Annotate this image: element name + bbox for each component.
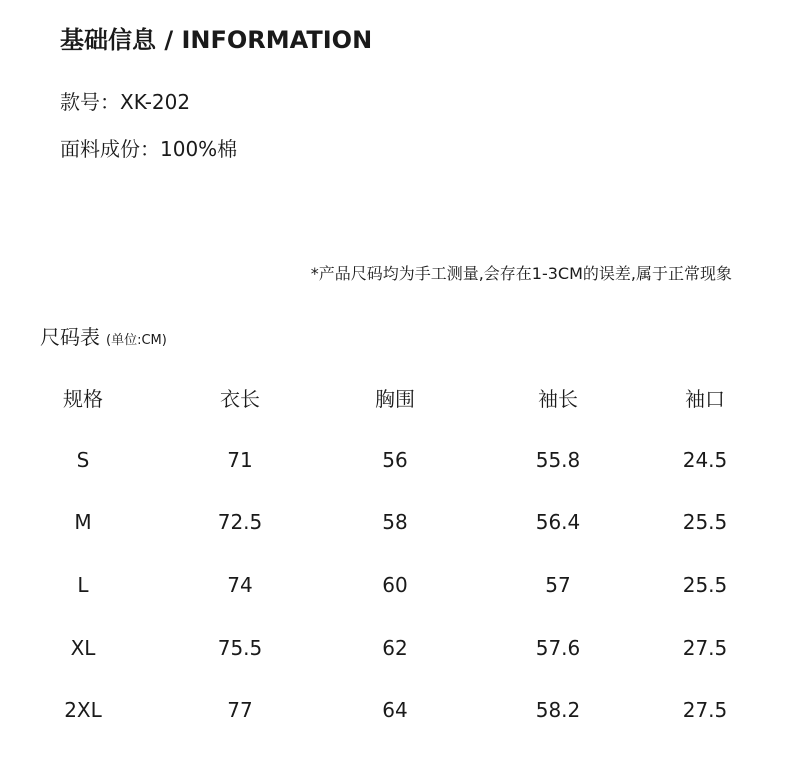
- info-title: 基础信息 / INFORMATION: [60, 26, 373, 54]
- cell-cuff: 27.5: [682, 698, 728, 723]
- size-chart-unit: (单位:CM): [106, 333, 167, 348]
- table-row: [0, 679, 770, 742]
- cell-length: 74: [227, 573, 253, 598]
- cell-length: 77: [227, 698, 253, 723]
- size-chart-heading: [40, 321, 167, 350]
- cell-chest: 60: [382, 573, 408, 598]
- cell-chest: 56: [382, 447, 408, 472]
- header-length: 衣长: [220, 386, 260, 411]
- cell-chest: 62: [382, 635, 408, 660]
- measurement-note: *产品尺码均为手工测量,会存在1-3CM的误差,属于正常现象: [310, 264, 732, 283]
- cell-length: 71: [227, 447, 253, 472]
- cell-size: L: [77, 573, 89, 598]
- header-cuff: 袖口: [685, 386, 725, 411]
- cell-cuff: 27.5: [682, 635, 728, 660]
- cell-sleeve-length: 58.2: [535, 698, 581, 723]
- table-row: [0, 429, 770, 492]
- cell-chest: 58: [382, 510, 408, 535]
- cell-length: 75.5: [217, 635, 263, 660]
- table-row: [0, 554, 770, 617]
- cell-cuff: 24.5: [682, 447, 728, 472]
- header-size: 规格: [63, 386, 103, 411]
- cell-sleeve-length: 57.6: [535, 635, 581, 660]
- header-chest: 胸围: [375, 386, 415, 411]
- cell-sleeve-length: 57: [545, 573, 571, 598]
- fabric-composition: 面料成份：100%棉: [60, 137, 238, 161]
- style-number: 款号：XK-202: [60, 90, 191, 114]
- size-table-header-row: [0, 366, 770, 429]
- size-table: [0, 366, 770, 742]
- size-chart-title: 尺码表: [40, 325, 100, 349]
- cell-size: XL: [70, 635, 96, 660]
- cell-size: M: [74, 510, 92, 535]
- table-row: [0, 616, 770, 679]
- cell-chest: 64: [382, 698, 408, 723]
- table-row: [0, 491, 770, 554]
- cell-cuff: 25.5: [682, 573, 728, 598]
- cell-cuff: 25.5: [682, 510, 728, 535]
- header-sleeve-length: 袖长: [538, 386, 578, 411]
- cell-size: S: [76, 447, 90, 472]
- cell-size: 2XL: [64, 698, 102, 723]
- cell-sleeve-length: 55.8: [535, 447, 581, 472]
- cell-length: 72.5: [217, 510, 263, 535]
- cell-sleeve-length: 56.4: [535, 510, 581, 535]
